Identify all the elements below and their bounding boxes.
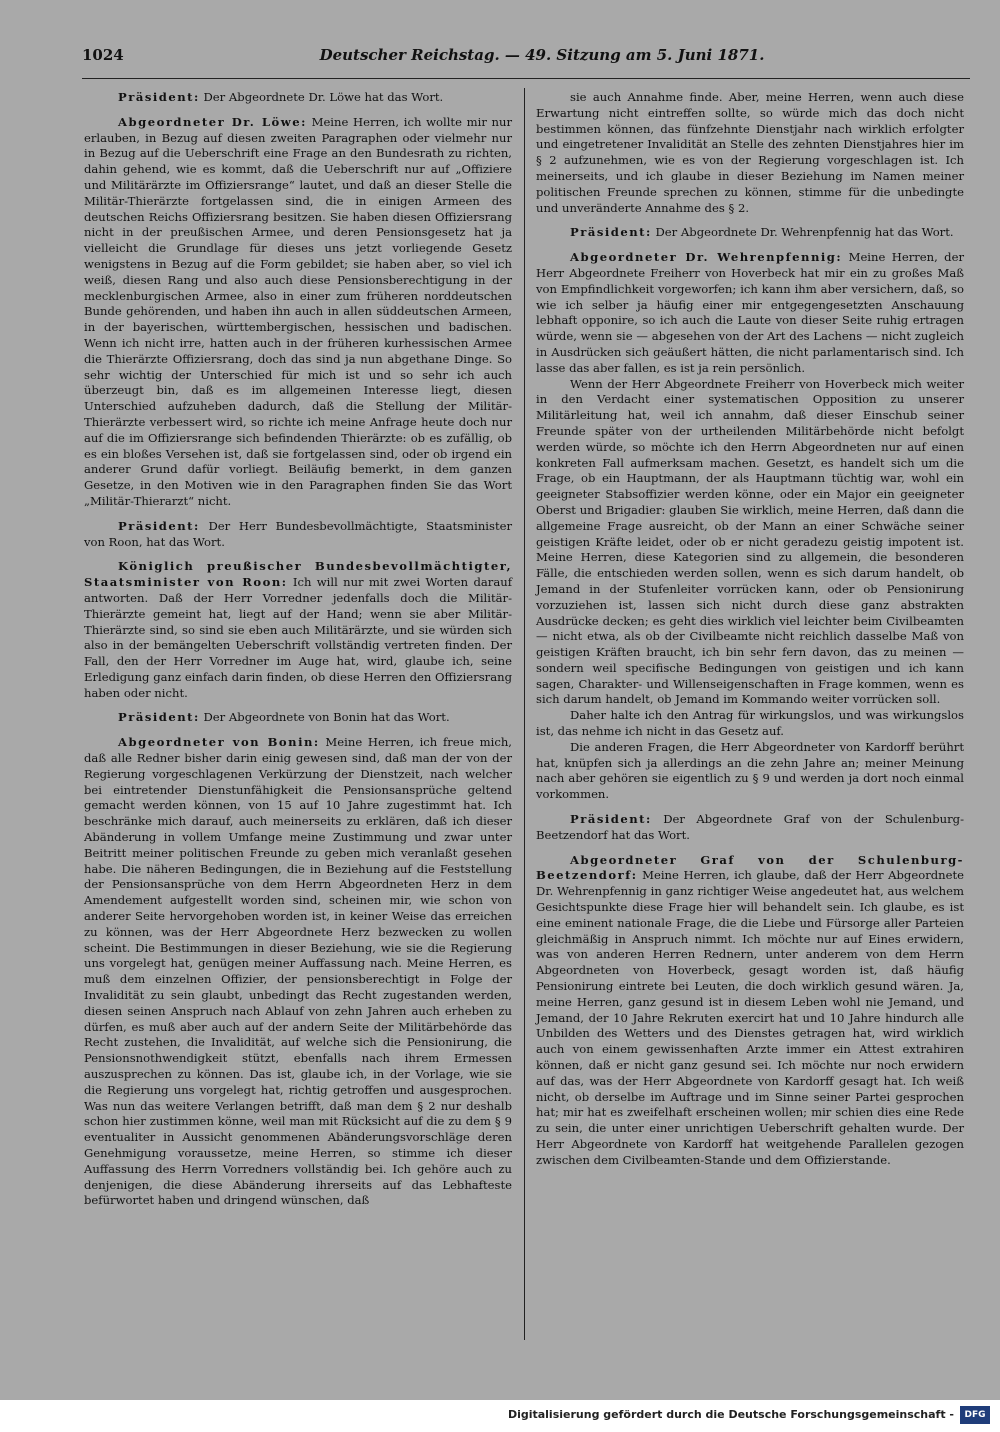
speaker-name: Abgeordneter Dr. Löwe:: [118, 114, 307, 129]
speech-paragraph: [536, 90, 964, 216]
paragraph-gap: [84, 726, 512, 735]
paragraph-text: Meine Herren, ich glaube, daß der Herr Abgeordnete Dr. Wehrenpfennig in ganz richtiger Weise angedeutet hat, aus welchem Gesichtspunkte diese Frage hier will behandelt sein. Ich glaube, es ist eine eminent nationale Frage, die die Liebe und Fürsorge aller Parteien gleichmäßig in Anspruch nimmt. Ich möchte nur auf Eines erwidern, was von anderen Herren Rednern, unter anderem von dem Herrn Abgeordneten von Hoverbeck, gesagt worden ist, daß häufig Pensionirung eintrete bei Leuten, die doch wirklich gesund wären. Ja, meine Herren, ganz gesund ist in diesem Leben wohl nie Jemand, und Jemand, der 10 Jahre Rekruten exercirt hat und 10 Jahre hindurch alle Unbilden des Wetters und des Dienstes getragen hat, wird wirklich auch von einem gewissenhaften Arzte immer ein Attest extrahiren können, daß er nicht ganz gesund sei. Ich möchte nur noch erwidern auf das, was der Herr Abgeordnete von Kardorff gesagt hat. Ich weiß nicht, ob derselbe im Auftrage und im Sinne seiner Partei gesprochen hat; mir hat es zweifelhaft erscheinen wollen; mir schien dies eine Rede zu sein, die unter einer unrichtigen Ueberschrift gehalten wurde. Der Herr Abgeordnete von Kardorff hat weitgehende Parallelen gezogen zwischen dem Civilbeamten-Stande und dem Offizierstande.: [536, 868, 965, 1167]
right-column: [536, 90, 964, 1169]
speaker-name: Präsident:: [118, 518, 200, 533]
running-title: Deutscher Reichstag. — 49. Sitzung am 5. Juni 1871.: [319, 46, 765, 64]
paragraph-text: Der Abgeordnete von Bonin hat das Wort.: [203, 710, 450, 725]
speaker-name: Königlich preußischer Bundesbevollmächtigter, Staatsminister von Roon:: [84, 559, 512, 590]
column-divider: [524, 88, 525, 1340]
speaker-name: Präsident:: [570, 225, 652, 240]
speech-paragraph: [84, 115, 512, 510]
speech-paragraph: [536, 225, 964, 241]
speech-paragraph: [84, 559, 512, 701]
speech-paragraph: [84, 90, 512, 106]
paragraph-gap: [536, 803, 964, 812]
paragraph-text: Der Abgeordnete Graf von der Schulenburg-Beetzendorf hat das Wort.: [536, 812, 964, 842]
speech-paragraph: [84, 735, 512, 1209]
paragraph-text: Der Herr Bundesbevollmächtigte, Staatsminister von Roon, hat das Wort.: [84, 518, 512, 549]
speech-paragraph: [84, 710, 512, 726]
paragraph-text: Ich will nur mit zwei Worten darauf antworten. Daß der Herr Vorredner jedenfalls doch die Militär-Thierärzte gemeint hat, liegt auf der Hand; wenn sie aber Militär-Thierärzte sind, so sind sie eben auch Militärärzte, und sie würden sich also in der bemängelten Ueberschrift vollständig vertreten finden. Der Fall, den der Herr Vorredner im Auge hat, wird, glaube ich, seine Erledigung ganz einfach darin finden, ob diese Herren den Offiziersrang haben oder nicht.: [84, 575, 513, 700]
speaker-name: Präsident:: [118, 710, 200, 725]
speaker-name: Abgeordneter Dr. Wehrenpfennig:: [570, 250, 843, 265]
paragraph-gap: [84, 510, 512, 519]
paragraph-text: sie auch Annahme finde. Aber, meine Herren, wenn auch diese Erwartung nicht eintreffen sollte, so würde mich das doch nicht bestimmen können, das fünfzehnte Dienstjahr nach wirklich erfolgter und eingetretener Invalidität an Stelle des zehnten Dienstjahres hier im § 2 aufzunehmen, wie es von der Regierung vorgeschlagen ist. Ich meinerseits, und ich glaube in dieser Beziehung im Namen meiner politischen Freunde sprechen zu können, stimme für die unbedingte und unveränderte Annahme des § 2.: [536, 90, 964, 215]
speech-paragraph: [536, 250, 964, 376]
paragraph-text: Meine Herren, ich freue mich, daß alle Redner bisher darin einig gewesen sind, daß man der von der Regierung vorgeschlagenen Verkürzung der Dienstzeit, nach welcher bei eintretender Dienstunfähigkeit die Pensionsansprüche geltend gemacht werden können, von 15 auf 10 Jahre zugestimmt hat. Ich beschränke mich darauf, auch meinerseits zu erklären, daß ich dieser Abänderung in vollem Umfange meine Zustimmung und zwar unter Beitritt meiner politischen Freunde zu geben mich veranlaßt gesehen habe. Die näheren Bedingungen, die in Beziehung auf die Feststellung der Pensionsansprüche von dem Herrn Abgeordneten Herz in dem Amendement aufgestellt worden sind, scheinen mir, wie schon von anderer Seite hervorgehoben worden ist, in keiner Weise das erreichen zu können, was der Herr Abgeordnete Herz bezwecken zu wollen scheint. Die Bestimmungen in dieser Beziehung, wie sie die Regierung uns vorgelegt hat, genügen meiner Auffassung nach. Meine Herren, es muß dem einzelnen Offizier, der pensionsberechtigt in Folge der Invalidität zu sein glaubt, unbedingt das Recht zugestanden werden, diesen seinen Anspruch nach Ablauf von zehn Jahren auch erheben zu dürfen, es muß aber auch auf der andern Seite der Militärbehörde das Recht zustehen, die Invalidität, auf welche sich die Pensionirung, die Pensionsnothwendigkeit stützt, ebenfalls nach ihrem Ermessen auszusprechen zu können. Das ist, glaube ich, in der Vorlage, wie sie die Regierung uns vorgelegt hat, richtig getroffen und ausgesprochen. Was nun das weitere Verlangen betrifft, daß man dem § 2 nur deshalb schon hier zustimmen könne, weil man mit Rücksicht auf die zu dem § 9 eventualiter in Aussicht genommenen Abänderungsvorschläge deren Genehmigung voraussetze, meine Herren, so stimme ich dieser Auffassung des Herrn Vorredners vollständig bei. Ich gehöre auch zu denjenigen, die diese Abänderung ihrerseits auf das Lebhafteste befürwortet haben und dringend wünschen, daß: [84, 735, 512, 1208]
paragraph-text: Meine Herren, ich wollte mir nur erlauben, in Bezug auf diesen zweiten Paragraphen oder vielmehr nur in Bezug auf die Ueberschrift eine Frage an den Bundesrath zu richten, dahin gehend, wie es kommt, daß die Ueberschrift nur auf „Offiziere und Militärärzte im Offiziersrange“ lautet, und daß an dieser Stelle die Militär-Thierärzte fortgelassen sind, die in einigen Armeen des deutschen Reichs Offiziersrang besitzen. Sie haben diesen Offiziersrang nicht in der preußischen Armee, und deren Pensionsgesetz hat ja vielleicht die Grundlage für dieses uns jetzt vorliegende Gesetz wenigstens in Bezug auf die Form gebildet; sie haben aber, so viel ich weiß, diesen Rang und also auch diese Pensionsberechtigung in der mecklenburgischen Armee, also in einer zum früheren norddeutschen Bunde gehörenden, und haben ihn auch in allen süddeutschen Armeen, in der bayerischen, württembergischen, hessischen und badischen. Wenn ich nicht irre, hatten auch in der früheren kurhessischen Armee die Thierärzte Offiziersrang, doch das sind ja nun abgethane Dinge. So sehr wichtig der Unterschied für mich ist und so sehr ich auch überzeugt bin, daß es im allgemeinen Interesse liegt, diesen Unterschied aufzuheben dadurch, daß die Stellung der Militär-Thierärzte verbessert wird, so richte ich meine Anfrage heute doch nur auf die im Offiziersrange sich befindenden Thierärzte: ob es zufällig, ob es ein bloßes Versehen ist, daß sie fortgelassen sind, oder ob irgend ein anderer Grund dafür vorliegt. Beiläufig bemerkt, in dem ganzen Gesetze, in den Motiven wie in den Paragraphen finden Sie das Wort „Militär-Thierarzt“ nicht.: [84, 114, 513, 508]
speaker-name: Präsident:: [118, 90, 200, 104]
paragraph-text: Der Abgeordnete Dr. Löwe hat das Wort.: [203, 90, 444, 104]
speech-paragraph: [84, 519, 512, 551]
speaker-name: Präsident:: [570, 812, 652, 827]
dfg-logo: DFG: [960, 1406, 990, 1424]
paragraph-gap: [84, 550, 512, 559]
speech-paragraph: [536, 708, 964, 740]
paragraph-gap: [536, 241, 964, 250]
speech-paragraph: [536, 853, 964, 1169]
header-rule: [82, 78, 970, 79]
paragraph-text: Meine Herren, der Herr Abgeordnete Freiherr von Hoverbeck hat mir ein zu großes Maß von Empfindlichkeit vorgeworfen; ich kann ihm aber versichern, daß, so wie ich selber ja häufig einer mir entgegengesetzten Anschauung lebhaft opponire, so ich auch die Laute von dieser Seite ruhig ertragen würde, wenn sie — abgesehen von der Art des Lachens — nicht zugleich in Ausdrücken sich geäußert hätten, die nicht parlamentarisch sind. Ich lasse das aber fallen, es ist ja rein persönlich.: [536, 250, 964, 375]
speaker-name: Abgeordneter von Bonin:: [118, 735, 320, 750]
speech-paragraph: [536, 740, 964, 803]
paragraph-gap: [536, 844, 964, 853]
paragraph-gap: [536, 216, 964, 225]
paragraph-text: Daher halte ich den Antrag für wirkungslos, und was wirkungslos ist, das nehme ich nicht in das Gesetz auf.: [536, 708, 964, 739]
paragraph-gap: [84, 106, 512, 115]
paragraph-text: Der Abgeordnete Dr. Wehrenpfennig hat das Wort.: [655, 225, 954, 240]
footer-credit: Digitalisierung gefördert durch die Deutsche Forschungsgemeinschaft -: [507, 1408, 954, 1421]
speech-paragraph: [536, 812, 964, 844]
paragraph-gap: [84, 701, 512, 710]
paragraph-text: Die anderen Fragen, die Herr Abgeordneter von Kardorff berührt hat, knüpfen sich ja allerdings an die zehn Jahre an; meiner Meinung nach aber gehören sie eigentlich zu § 9 und werden ja dort noch einmal vorkommen.: [536, 739, 964, 802]
page-header: [82, 46, 970, 72]
footer: [0, 1400, 1000, 1432]
paragraph-text: Wenn der Herr Abgeordnete Freiherr von Hoverbeck mich weiter in den Verdacht einer systematischen Opposition zu unserer Militärleitung hat, weil ich annahm, daß dieser Einschub seiner Freunde später von der urtheilenden Militärbehörde nicht befolgt werden würde, so möchte ich den Herrn Abgeordneten nur auf einen konkreten Fall aufmerksam machen. Gesetzt, es handelt sich um die Frage, ob ein Hauptmann, der als Hauptmann tüchtig war, wohl ein geeigneter Stabsoffizier werden könne, oder ein Major ein geeigneter Oberst und Brigadier: glauben Sie wirklich, meine Herren, daß dann die allgemeine Frage ausreicht, ob der Mann an einer Schwäche seiner geistigen Kräfte leidet, oder ob er nicht geradezu geistig impotent ist. Meine Herren, diese Kategorien sind zu allgemein, die besonderen Fälle, die entschieden werden sollen, wenn es sich darum handelt, ob Jemand in der Stufenleiter vorrücken kann, oder ob Pensionirung vorzuziehen ist, lassen sich nicht durch diese ganz abstrakten Ausdrücke decken; es geht dies wirklich viel leichter beim Civilbeamten — nicht etwa, als ob der Civilbeamte nicht reichlich dasselbe Maß von geistigen Kräften braucht, ich bin sehr fern davon, das zu meinen — sondern weil specifische Bedingungen von geistigen und ich kann sagen, Charakter- und Willenseigenschaften in Frage kommen, wenn es sich darum handelt, ob Jemand im Kommando weiter vorrücken soll.: [536, 376, 964, 707]
speech-paragraph: [536, 377, 964, 709]
page-number: 1024: [82, 46, 124, 64]
left-column: [84, 90, 512, 1209]
speaker-name: Abgeordneter Graf von der Schulenburg-Beetzendorf:: [536, 852, 964, 883]
